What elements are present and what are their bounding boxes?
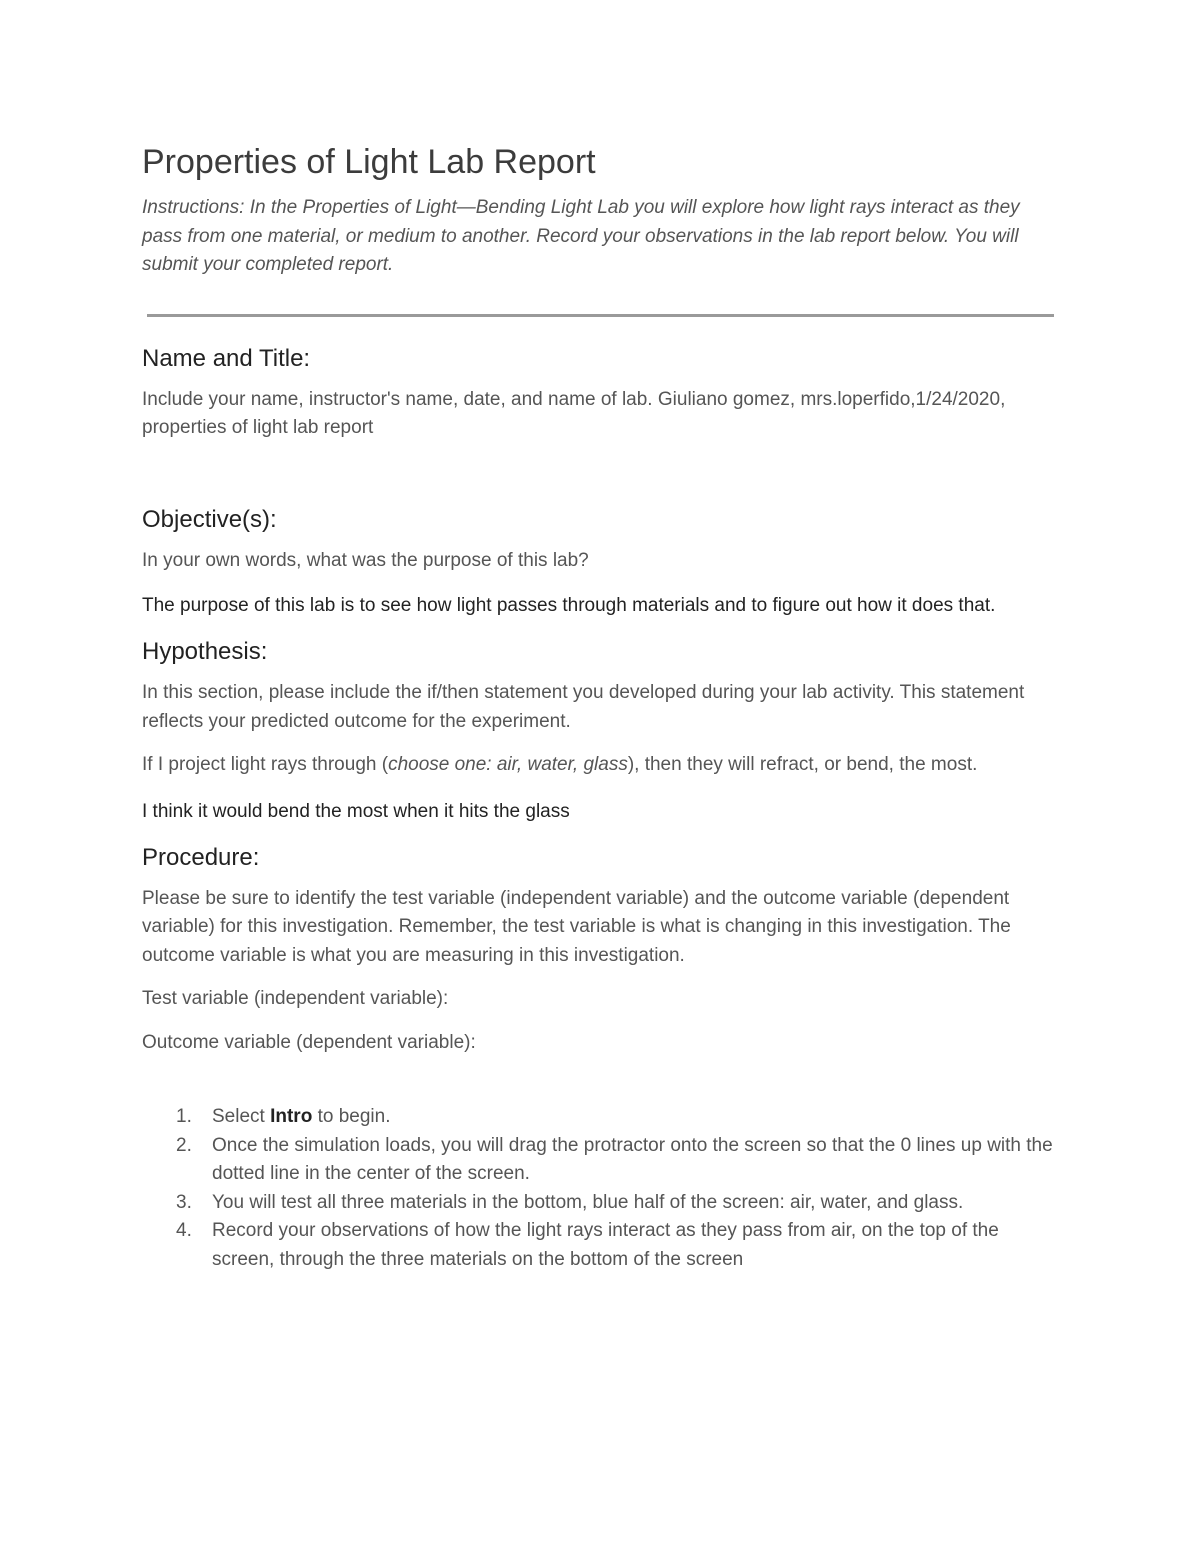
- hypothesis-statement-choice: choose one: air, water, glass: [388, 754, 628, 775]
- step-text: Record your observations of how the light rays interact as they pass from air, on the top of the screen, through the three materials on the bottom of the screen: [212, 1220, 999, 1270]
- procedure-heading: Procedure:: [142, 843, 260, 871]
- test-variable-label: Test variable (independent variable):: [142, 988, 449, 1009]
- name-title-paragraph: [142, 386, 1057, 443]
- objective-prompt: In your own words, what was the purpose of this lab?: [142, 549, 589, 571]
- name-title-answer: Giuliano gomez, mrs.loperfido,1/24/2020, properties of light lab report: [142, 388, 1006, 438]
- step-number: 3.: [176, 1191, 192, 1213]
- list-item: [142, 1189, 1057, 1218]
- step-number: 2.: [176, 1134, 192, 1156]
- name-title-prompt: Include your name, instructor's name, date, and name of lab.: [142, 388, 653, 410]
- name-title-heading: Name and Title:: [142, 344, 311, 372]
- procedure-prompt: Please be sure to identify the test variable (independent variable) and the outcome variable (dependent variable) for this investigation. Remember, the test variable is what is changing in this investigation. The outcome variable is what you are measuring in this investigation.: [142, 887, 1011, 966]
- hypothesis-answer: I think it would bend the most when it hits the glass: [142, 800, 570, 822]
- hypothesis-statement-end: ), then they will refract, or bend, the most.: [627, 754, 978, 775]
- hypothesis-heading: Hypothesis:: [142, 638, 268, 665]
- list-item: [142, 1217, 1057, 1274]
- list-item: [142, 1132, 1057, 1189]
- step-text-end: to begin.: [312, 1106, 391, 1127]
- step-text-start: Select: [212, 1106, 271, 1127]
- step-number: 4.: [176, 1220, 192, 1241]
- hypothesis-prompt: In this section, please include the if/then statement you developed during your lab activity. This statement reflects your predicted outcome for the experiment.: [142, 682, 1025, 732]
- objective-heading: Objective(s):: [142, 505, 277, 533]
- step-number: 1.: [176, 1106, 192, 1127]
- document-content: [142, 140, 1057, 1274]
- step-text: You will test all three materials in the bottom, blue half of the screen: air, water, and glass.: [212, 1191, 964, 1213]
- instructions-text: Instructions: In the Properties of Light—Bending Light Lab you will explore how light rays interact as they pass from one material, or medium to another. Record your observations in the lab report below. You will submit your completed report.: [142, 197, 1020, 275]
- page-title: Properties of Light Lab Report: [142, 143, 596, 181]
- horizontal-divider: [147, 314, 1054, 317]
- step-text-bold: Intro: [270, 1106, 313, 1127]
- step-text: Once the simulation loads, you will drag the protractor onto the screen so that the 0 lines up with the dotted line in the center of the screen.: [212, 1134, 1053, 1184]
- objective-answer: The purpose of this lab is to see how light passes through materials and to figure out how it does that.: [142, 595, 996, 616]
- procedure-steps-list: [142, 1103, 1057, 1274]
- hypothesis-statement-start: If I project light rays through (: [142, 754, 389, 775]
- hypothesis-statement: [142, 751, 1057, 780]
- list-item: [142, 1103, 1057, 1132]
- outcome-variable-label: Outcome variable (dependent variable):: [142, 1031, 476, 1053]
